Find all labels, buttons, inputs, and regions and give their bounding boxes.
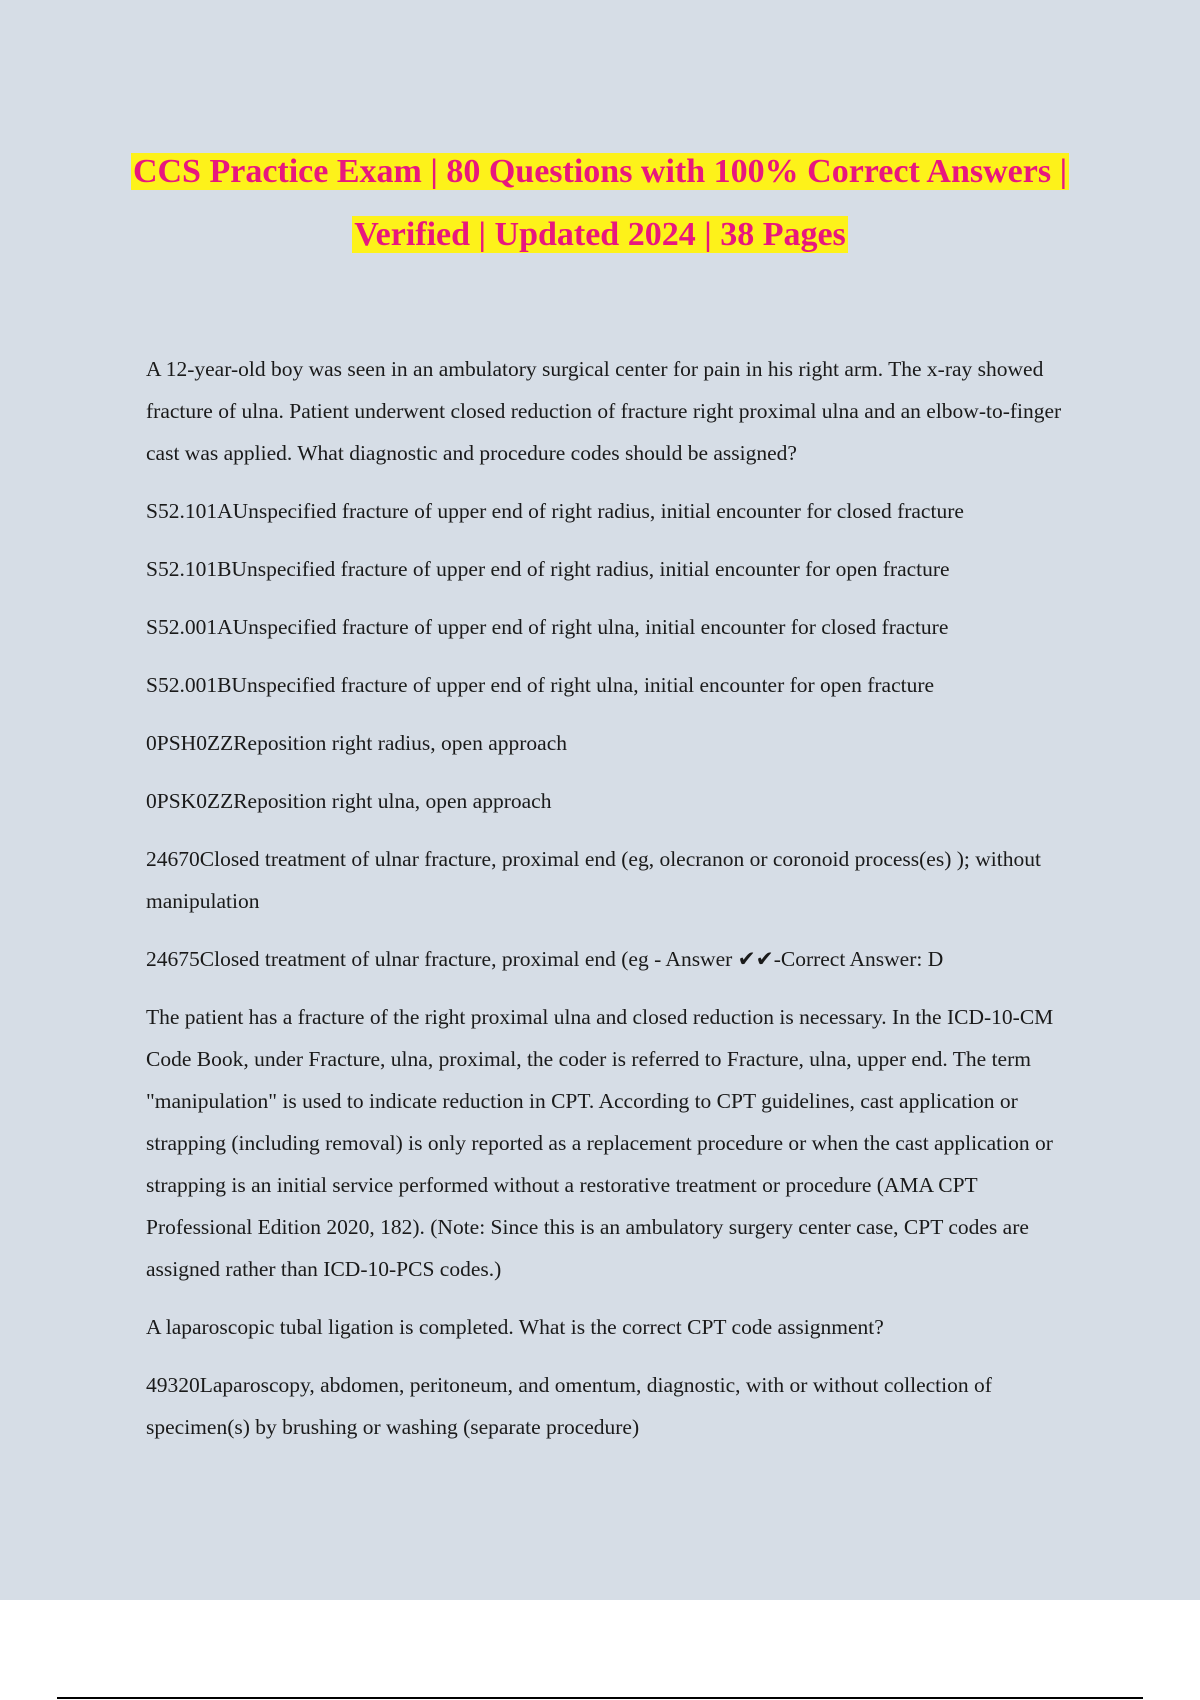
answer-option: 24670Closed treatment of ulnar fracture, proximal end (eg, olecranon or coronoid process(es) ); without manipulation [146, 847, 1041, 913]
question-1-stem: A 12-year-old boy was seen in an ambulatory surgical center for pain in his right arm. The x-ray showed fracture of ulna. Patient underwent closed reduction of fracture right proximal ulna and an elbow-to-finger cast was applied. What diagnostic and procedure codes should be assigned? [146, 357, 1062, 465]
answer-option: 49320Laparoscopy, abdomen, peritoneum, and omentum, diagnostic, with or without collection of specimen(s) by brushing or washing (separate procedure) [146, 1373, 992, 1439]
answer-option: 0PSK0ZZReposition right ulna, open approach [146, 789, 552, 813]
footer-rule [57, 1697, 1143, 1699]
title-highlight: CCS Practice Exam | 80 Questions with 100% Correct Answers | Verified | Updated 2024 | 38 Pages [132, 153, 1068, 253]
question-2-stem: A laparoscopic tubal ligation is completed. What is the correct CPT code assignment? [146, 1315, 884, 1339]
answer-option: S52.101BUnspecified fracture of upper end of right radius, initial encounter for open fracture [146, 557, 950, 581]
answer-option-with-correct-answer: 24675Closed treatment of ulnar fracture, proximal end (eg - Answer ✔✔-Correct Answer: D [146, 947, 944, 971]
answer-option: 0PSH0ZZReposition right radius, open approach [146, 731, 567, 755]
answer-rationale: The patient has a fracture of the right proximal ulna and closed reduction is necessary. In the ICD-10-CM Code Book, under Fracture, ulna, proximal, the coder is referred to Fracture, ulna, upper end. The term "manipulation" is used to indicate reduction in CPT. According to CPT guidelines, cast application or strapping (including removal) is only reported as a replacement procedure or when the cast application or strapping is an initial service performed without a restorative treatment or procedure (AMA CPT Professional Edition 2020, 182). (Note: Since this is an ambulatory surgery center case, CPT codes are assigned rather than ICD-10-PCS codes.) [146, 1005, 1054, 1281]
document-title [100, 140, 1100, 266]
answer-option: S52.001AUnspecified fracture of upper end of right ulna, initial encounter for closed fracture [146, 615, 949, 639]
answer-option: S52.101AUnspecified fracture of upper end of right radius, initial encounter for closed fracture [146, 499, 964, 523]
answer-option: S52.001BUnspecified fracture of upper end of right ulna, initial encounter for open fracture [146, 673, 935, 697]
document-body [146, 348, 1086, 1464]
